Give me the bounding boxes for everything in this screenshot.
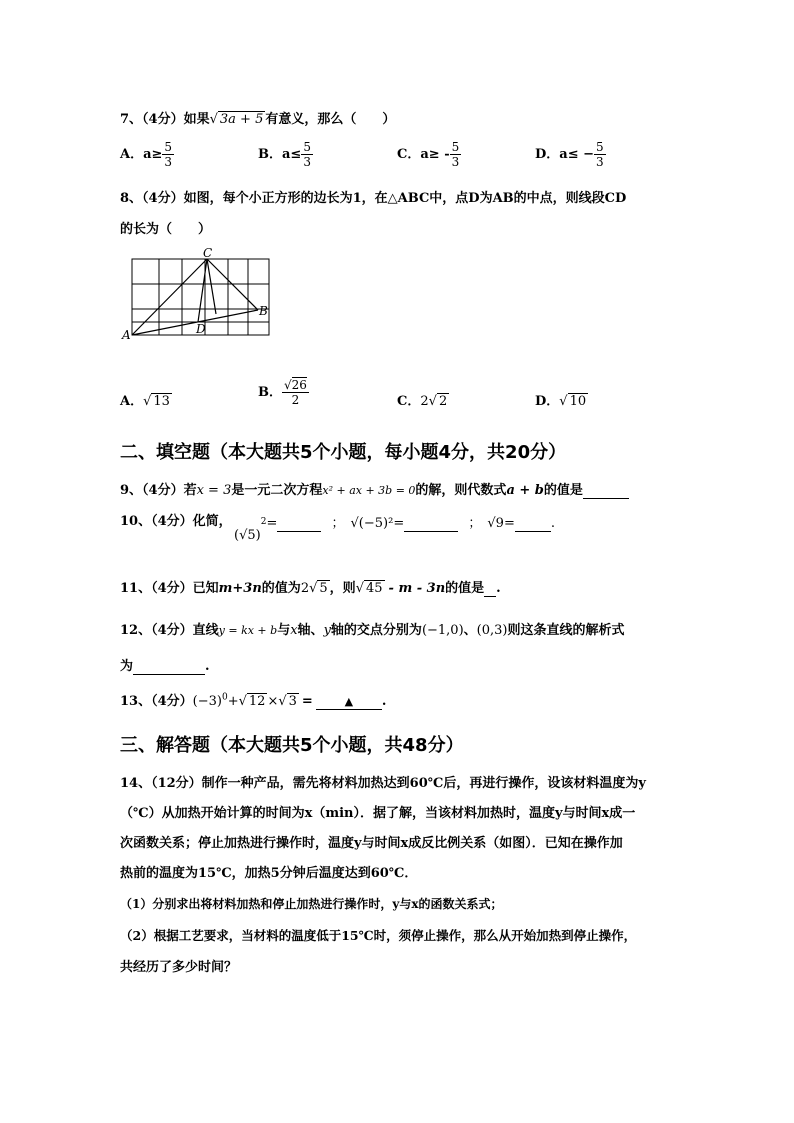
q11-stem: 11、（4分）已知m+3n的值为2√ 5 ，则√ 45 - m - 3n的值是 . (120, 581, 501, 596)
q7-suffix: 有意义，那么（ ） (265, 112, 396, 127)
q10-expr-1: (√5) (234, 528, 261, 543)
section-2-title: 二、填空题（本大题共5个小题，每小题4分，共20分） (120, 442, 567, 463)
fraction: $\frac{5}{3}$ (451, 140, 460, 169)
q8-option-d[interactable]: D．√ 10 (535, 394, 587, 409)
q9-answer-blank[interactable] (583, 483, 629, 499)
triangle-abc (132, 259, 258, 335)
fraction: $\frac{√26}{2}$ (284, 378, 307, 407)
grid-triangle-figure (118, 243, 276, 343)
fraction: $\frac{5}{3}$ (596, 140, 604, 169)
triangle-marker-icon: ▲ (344, 695, 354, 708)
q8-stem-line2: 的长为（ ） (120, 222, 212, 237)
q14-line4: 热前的温度为15℃，加热5分钟后温度达到60℃． (120, 866, 418, 881)
q10-expressions: $(√5)^2=$ ； √(−5)²= ； √9= . (234, 516, 555, 543)
q8-option-c[interactable]: C．2√ 2 (397, 394, 448, 409)
label-b: B (259, 304, 268, 318)
q7-option-d[interactable]: D．a≤ − $\frac{5}{3}$ (535, 140, 604, 169)
fraction: $\frac{5}{3}$ (303, 140, 311, 169)
label-d: D (196, 322, 206, 336)
q10-blank-1[interactable] (277, 516, 321, 532)
q14-part2-line2: 共经历了多少时间？ (120, 960, 238, 975)
q8-option-a[interactable]: A．√ 13 (120, 394, 170, 409)
q7-option-a[interactable]: A．a≥ $\frac{5}{3}$ (120, 140, 173, 169)
q10-blank-3[interactable] (515, 516, 551, 532)
section-3-title: 三、解答题（本大题共5个小题，共48分） (120, 735, 464, 756)
q13-answer-blank[interactable] (316, 694, 382, 710)
q8-stem-line1: 8、（4分）如图，每个小正方形的边长为1，在△ABC中，点D为AB的中点，则线段CD (120, 191, 627, 206)
q7-option-c[interactable]: C．a≥ - $\frac{5}{3}$ (397, 140, 460, 169)
q14-line2: （℃）从加热开始计算的时间为x（min）．据了解，当该材料加热时，温度y与时间x成一 (120, 806, 636, 821)
q7-option-b[interactable]: B．a≤ $\frac{5}{3}$ (258, 140, 311, 169)
q7-prefix: 7、（4分）如果 (120, 112, 210, 127)
q9-stem: 9、（4分）若x = 3是一元二次方程x² + ax + 3b = 0的解，则代数式a + b的值是 (120, 479, 629, 499)
q10-prefix: 10、（4分）化简， (120, 514, 232, 529)
q10-blank-2[interactable] (404, 516, 458, 532)
q14-line1: 14、（12分）制作一种产品，需先将材料加热达到60℃后，再进行操作，设该材料温度为y (120, 776, 646, 791)
q7-stem (120, 108, 395, 127)
q14-part2-line1: （2）根据工艺要求，当材料的温度低于15℃时，须停止操作，那么从开始加热到停止操作， (120, 928, 637, 943)
q12-stem-line1: 12、（4分）直线y = kx + b与x轴、y轴的交点分别为(−1,0)、(0,3)则这条直线的解析式 (120, 623, 625, 638)
label-c: C (203, 246, 213, 260)
q12-answer-blank[interactable] (133, 659, 205, 675)
q11-answer-blank[interactable] (484, 581, 496, 597)
label-a: A (122, 328, 131, 342)
q14-line3: 次函数关系；停止加热进行操作时，温度y与时间x成反比例关系（如图）．已知在操作加 (120, 836, 623, 851)
fraction: $\frac{5}{3}$ (164, 140, 173, 169)
q12-stem-line2: 为 . (120, 659, 210, 674)
q7-radical: √ 3a + 5 (209, 112, 264, 127)
q13-stem: 13、（4分）$(-3)^0+√$ 12 ×√ 3 = ▲ . (120, 692, 387, 709)
q10-expr-3: √9 (487, 516, 504, 531)
q8-option-b[interactable]: B． $\frac{√26}{2}$ (258, 378, 307, 407)
q10-expr-2: √(−5)² (350, 516, 394, 531)
q14-part1: （1）分别求出将材料加热和停止加热进行操作时，y与x的函数关系式； (120, 897, 503, 911)
